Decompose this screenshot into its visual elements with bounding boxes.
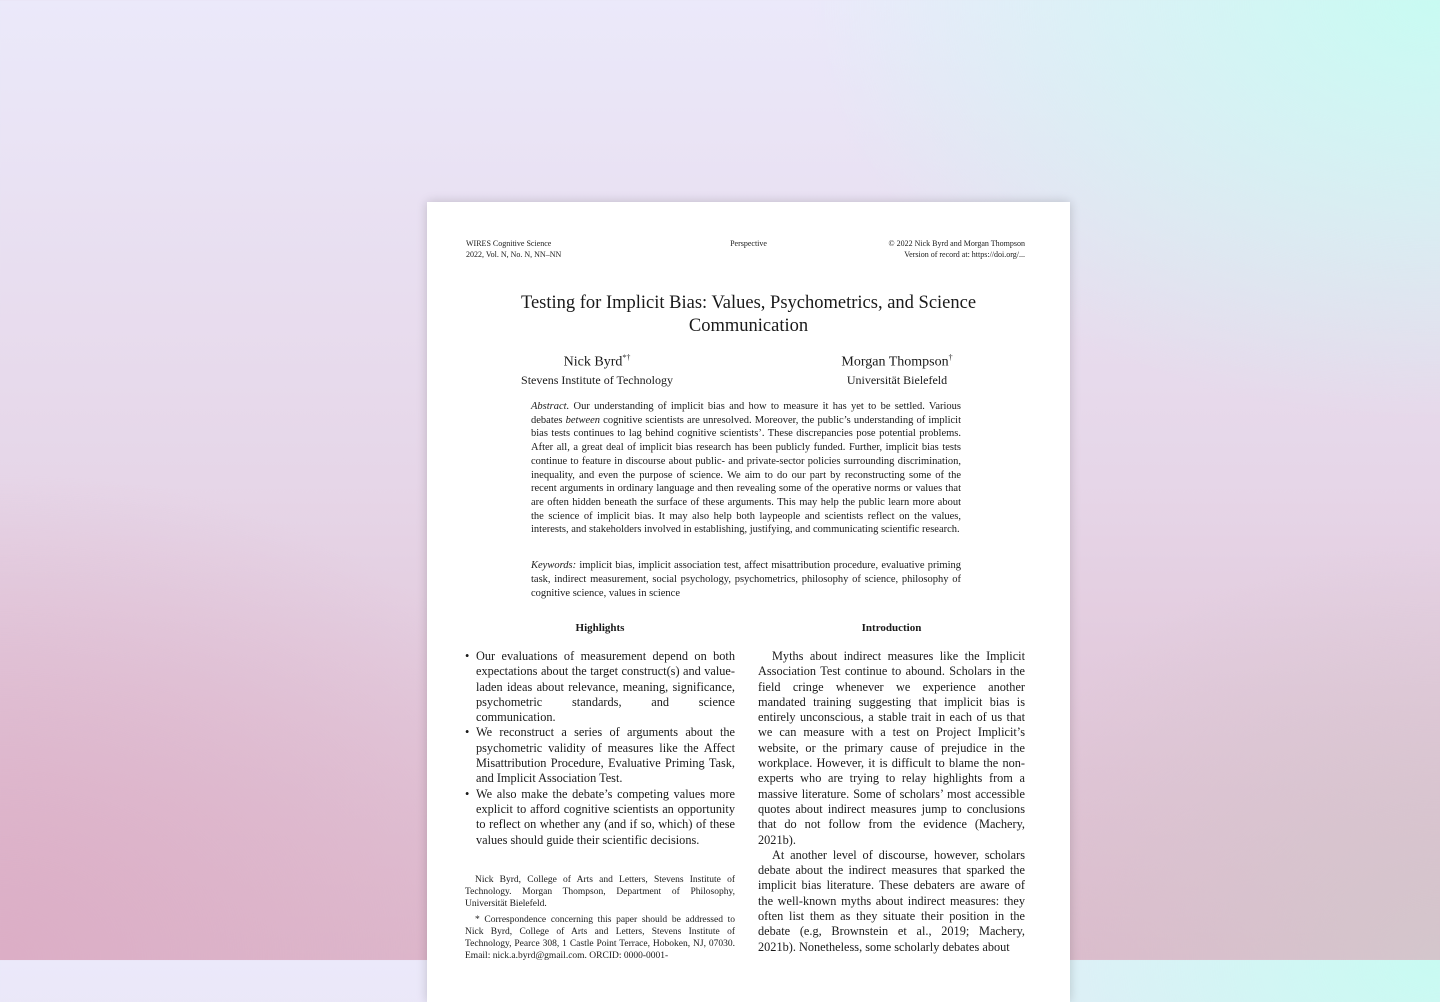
author-marks: † — [948, 353, 953, 362]
doi-notice: Version of record at: https://doi.org/... — [904, 250, 1025, 259]
footnotes — [465, 874, 735, 966]
abstract: Abstract. Our understanding of implicit bias and how to measure it has yet to be settled. Various debates between cognitive scientists are unresolved. Moreover, the public’s understanding of implicit bias tests continues to lag behind cognitive scientists’. These discrepancies pose potential problems. After all, a great deal of implicit bias research has been publicly funded. Further, implicit bias tests continue to feature in discourse about public- and private-sector policies surrounding discrimination, inequality, and even the purpose of science. We aim to do our part by reconstructing some of the recent arguments in ordinary language and then revealing some of the operative norms or values that are often hidden beneath the surface of these arguments. This may help the public learn more about the science of implicit bias. It may also help both laypeople and scientists reflect on the values, interests, and stakeholders involved in establishing, justifying, and communicating scientific research. — [531, 401, 961, 536]
highlights-list — [465, 649, 735, 848]
author-marks: *† — [622, 353, 631, 362]
journal-name: WIRES Cognitive Science — [466, 239, 552, 248]
article-type: Perspective — [730, 239, 767, 248]
paper-title: Testing for Implicit Bias: Values, Psychometrics, and Science Communication — [520, 293, 977, 336]
keywords-label: Keywords: — [531, 560, 577, 571]
bullet-icon: • — [465, 725, 470, 740]
copyright-header — [889, 238, 1025, 260]
highlights-heading: Highlights — [575, 622, 625, 634]
abstract-label: Abstract. — [531, 401, 570, 412]
keywords: Keywords: implicit bias, implicit association test, affect misattribution procedure, evaluative priming task, indirect measurement, social psychology, psychometrics, philosophy of science, philosophy of cognitive science, values in science — [531, 560, 961, 599]
copyright-notice: © 2022 Nick Byrd and Morgan Thompson — [888, 239, 1025, 248]
bullet-icon: • — [465, 786, 470, 801]
author-block — [497, 349, 697, 389]
abstract-emphasis: between — [565, 414, 601, 426]
intro-paragraph: Myths about indirect measures like the Implicit Association Test continue to abound. Scholars in the field cringe whenever we experience another mandated training suggesting that implicit bias is entirely unconscious, a stable trait in each of us that we can measure with a test on Project Implicit’s website, or the primary cause of prejudice in the workplace. However, it is difficult to blame the non-experts who are trying to relay highlights from a massive literature. Some of scholars’ most accessible quotes about indirect measures jump to conclusions that do not follow from the evidence (Machery, 2021b). — [758, 649, 1025, 847]
highlight-item: • Our evaluations of measurement depend on both expectations about the target construct(s) and value-laden ideas about relevance, meaning, significance, psychometric standards, and science communication. — [465, 649, 735, 725]
author-name: Morgan Thompson† — [841, 353, 953, 370]
author-block — [822, 349, 972, 389]
paper-page — [427, 202, 1070, 1002]
highlight-item: • We reconstruct a series of arguments about the psychometric validity of measures like the Affect Misattribution Procedure, Evaluative Priming Task, and Implicit Association Test. — [465, 725, 735, 786]
intro-paragraph: At another level of discourse, however, scholars debate about the indirect measures that sparked the implicit bias literature. These debaters are aware of the well-known myths about indirect measures: they often list them as they situate their position in the debate (e.g, Brownstein et al., 2019; Machery, 2021b). Nonetheless, some scholarly debates about — [758, 847, 1025, 954]
footnote-affiliations: Nick Byrd, College of Arts and Letters, Stevens Institute of Technology. Morgan Thompson, Department of Philosophy, Universität Bielefeld. — [465, 875, 735, 909]
highlight-item: • We also make the debate’s competing values more explicit to afford cognitive scientists an opportunity to reflect on whether any (and if so, which) of these values should guide their scientific decisions. — [465, 786, 735, 847]
bullet-icon: • — [465, 649, 470, 663]
introduction-heading: Introduction — [861, 622, 922, 634]
author-affiliation: Universität Bielefeld — [846, 372, 948, 387]
author-affiliation: Stevens Institute of Technology — [521, 372, 673, 387]
author-name: Nick Byrd*† — [563, 353, 631, 370]
footnote-correspondence: * Correspondence concerning this paper should be addressed to Nick Byrd, College of Arts and Letters, Stevens Institute of Technology, Pearce 308, 1 Castle Point Terrace, Hoboken, NJ, 07030. Email: nick.a.byrd@gmail.com. ORCID: 0000-0001- — [465, 915, 735, 961]
journal-volume: 2022, Vol. N, No. N, NN–NN — [466, 250, 562, 259]
introduction-body — [758, 649, 1025, 955]
